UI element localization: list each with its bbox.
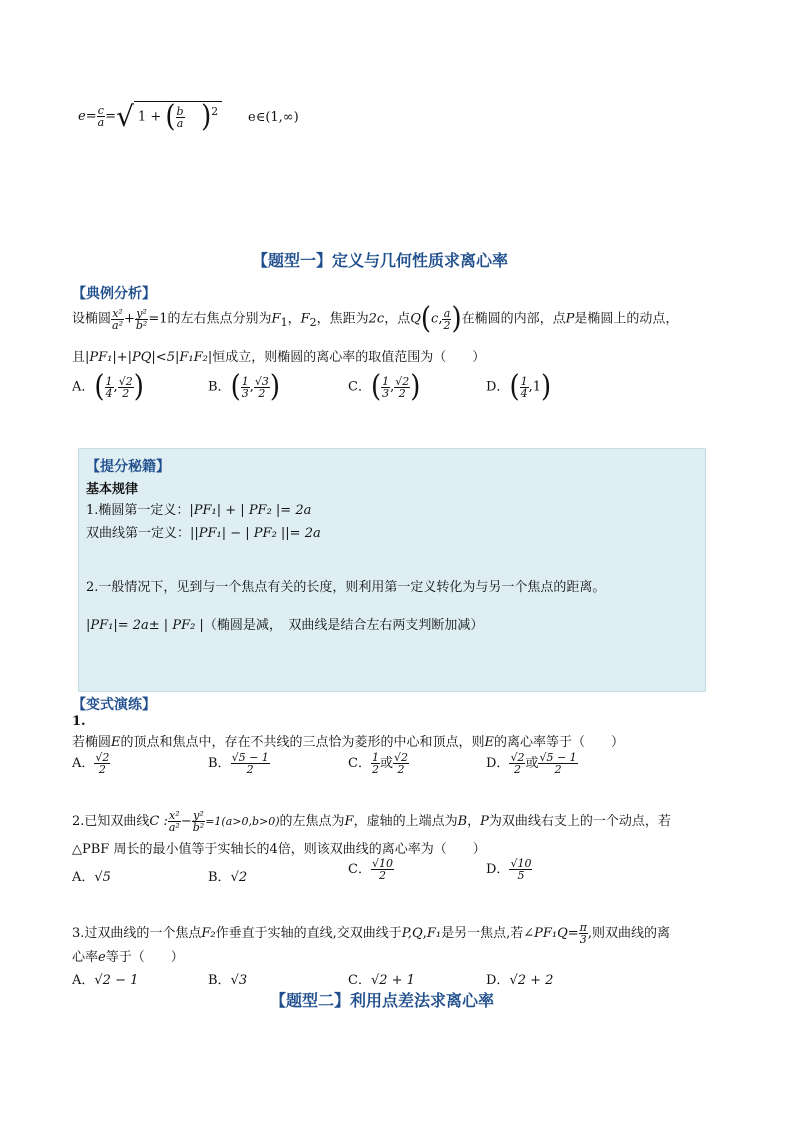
example-option-c: C．( $\frac{1}{3}$ , $\frac{√2}{2}$ ) <box>348 369 421 405</box>
eccentricity-domain: e∈(1,∞) <box>248 110 299 125</box>
q1-text: 若椭圆E的顶点和焦点中，存在不共线的三点恰为菱形的中心和顶点，则E的离心率等于（ ） <box>72 735 625 750</box>
tips-box <box>78 448 706 692</box>
section-title-2: 【题型二】利用点差法求离心率 <box>270 991 495 1010</box>
q3-option-d: D．√2 + 2 <box>486 973 554 988</box>
q1-option-a: A． $\frac{√2}{2}$ <box>72 751 110 776</box>
q3-option-b: B．√3 <box>208 973 248 988</box>
tips-rule-4: |PF₁|= 2a± | PF₂ |（椭圆是减， 双曲线是结合左右两支判断加减） <box>86 618 484 633</box>
practice-header: 【变式演练】 <box>72 697 156 713</box>
q2-option-a: A．√5 <box>72 870 111 885</box>
tips-rule-2: 双曲线第一定义：||PF₁| − | PF₂ ||= 2a <box>86 526 321 541</box>
section-title-1: 【题型一】定义与几何性质求离心率 <box>252 251 509 270</box>
q3-text-line-2: 心率e等于（ ） <box>72 950 184 965</box>
tips-subheader: 基本规律 <box>86 482 139 497</box>
q3-option-c: C．√2 + 1 <box>348 973 415 988</box>
example-option-a: A．( $\frac{1}{4}$ , $\frac{√2}{2}$ ) <box>72 369 144 405</box>
q2-text-line-1: 2.已知双曲线C : $\frac{\text{x²}}{\text{a²}}$ − $\frac{\text{y²}}{\text{b²}}$ =1(a>0,b>0)的左焦点为F，虚轴的上端点为B，P为双曲线右支上的一个动点，若 <box>72 809 671 834</box>
example-option-d: D．( $\frac{1}{4}$ ,1) <box>486 369 552 405</box>
q1-option-d: D． $\frac{√2}{2}$ 或 $\frac{√5 - 1}{2}$ <box>486 751 577 776</box>
tips-header: 【提分秘籍】 <box>86 459 170 475</box>
top-formula: e= $\frac{c}{a}$ =√ 1 + ( $\frac{b}{a}$ )$^2$ <box>78 100 222 133</box>
q3-option-a: A．√2 − 1 <box>72 973 139 988</box>
q2-option-d: D． $\frac{√10}{5}$ <box>486 857 532 882</box>
q1-number: 1. <box>72 714 86 729</box>
q3-text-line-1: 3.过双曲线的一个焦点F₂作垂直于实轴的直线,交双曲线于P,Q,F₁是另一焦点,若∠PF₁Q= $\frac{\pi}{3}$ ,则双曲线的离 <box>72 921 670 946</box>
example-line-2: 且|PF₁|+|PQ|<5|F₁F₂|恒成立，则椭圆的离心率的取值范围为（ ） <box>72 350 486 365</box>
q2-option-c: C． $\frac{√10}{2}$ <box>348 857 393 882</box>
tips-rule-1: 1.椭圆第一定义：|PF₁| + | PF₂ |= 2a <box>86 503 312 518</box>
q1-option-b: B． $\frac{√5 - 1}{2}$ <box>208 751 269 776</box>
example-line-1: 设椭圆 $\frac{\text{x²}}{\text{a²}}$ + $\frac{\text{y²}}{\text{b²}}$ =1的左右焦点分别为$F_1$，$F_2$，焦距为2c，点Q(c, $\frac{a}{2}$ )在椭圆的内部，点P是椭圆上的动点， <box>72 301 679 337</box>
example-header: 【典例分析】 <box>72 286 156 302</box>
example-option-b: B．( $\frac{1}{3}$ , $\frac{√3}{2}$ ) <box>208 369 281 405</box>
tips-rule-3: 2.一般情况下，见到与一个焦点有关的长度，则利用第一定义转化为与另一个焦点的距离。 <box>86 580 606 595</box>
q2-option-b: B．√2 <box>208 870 248 885</box>
q1-option-c: C． $\frac{1}{2}$ 或 $\frac{√2}{2}$ <box>348 751 408 776</box>
q2-text-line-2: △PBF 周长的最小值等于实轴长的4倍，则该双曲线的离心率为（ ） <box>72 842 486 857</box>
